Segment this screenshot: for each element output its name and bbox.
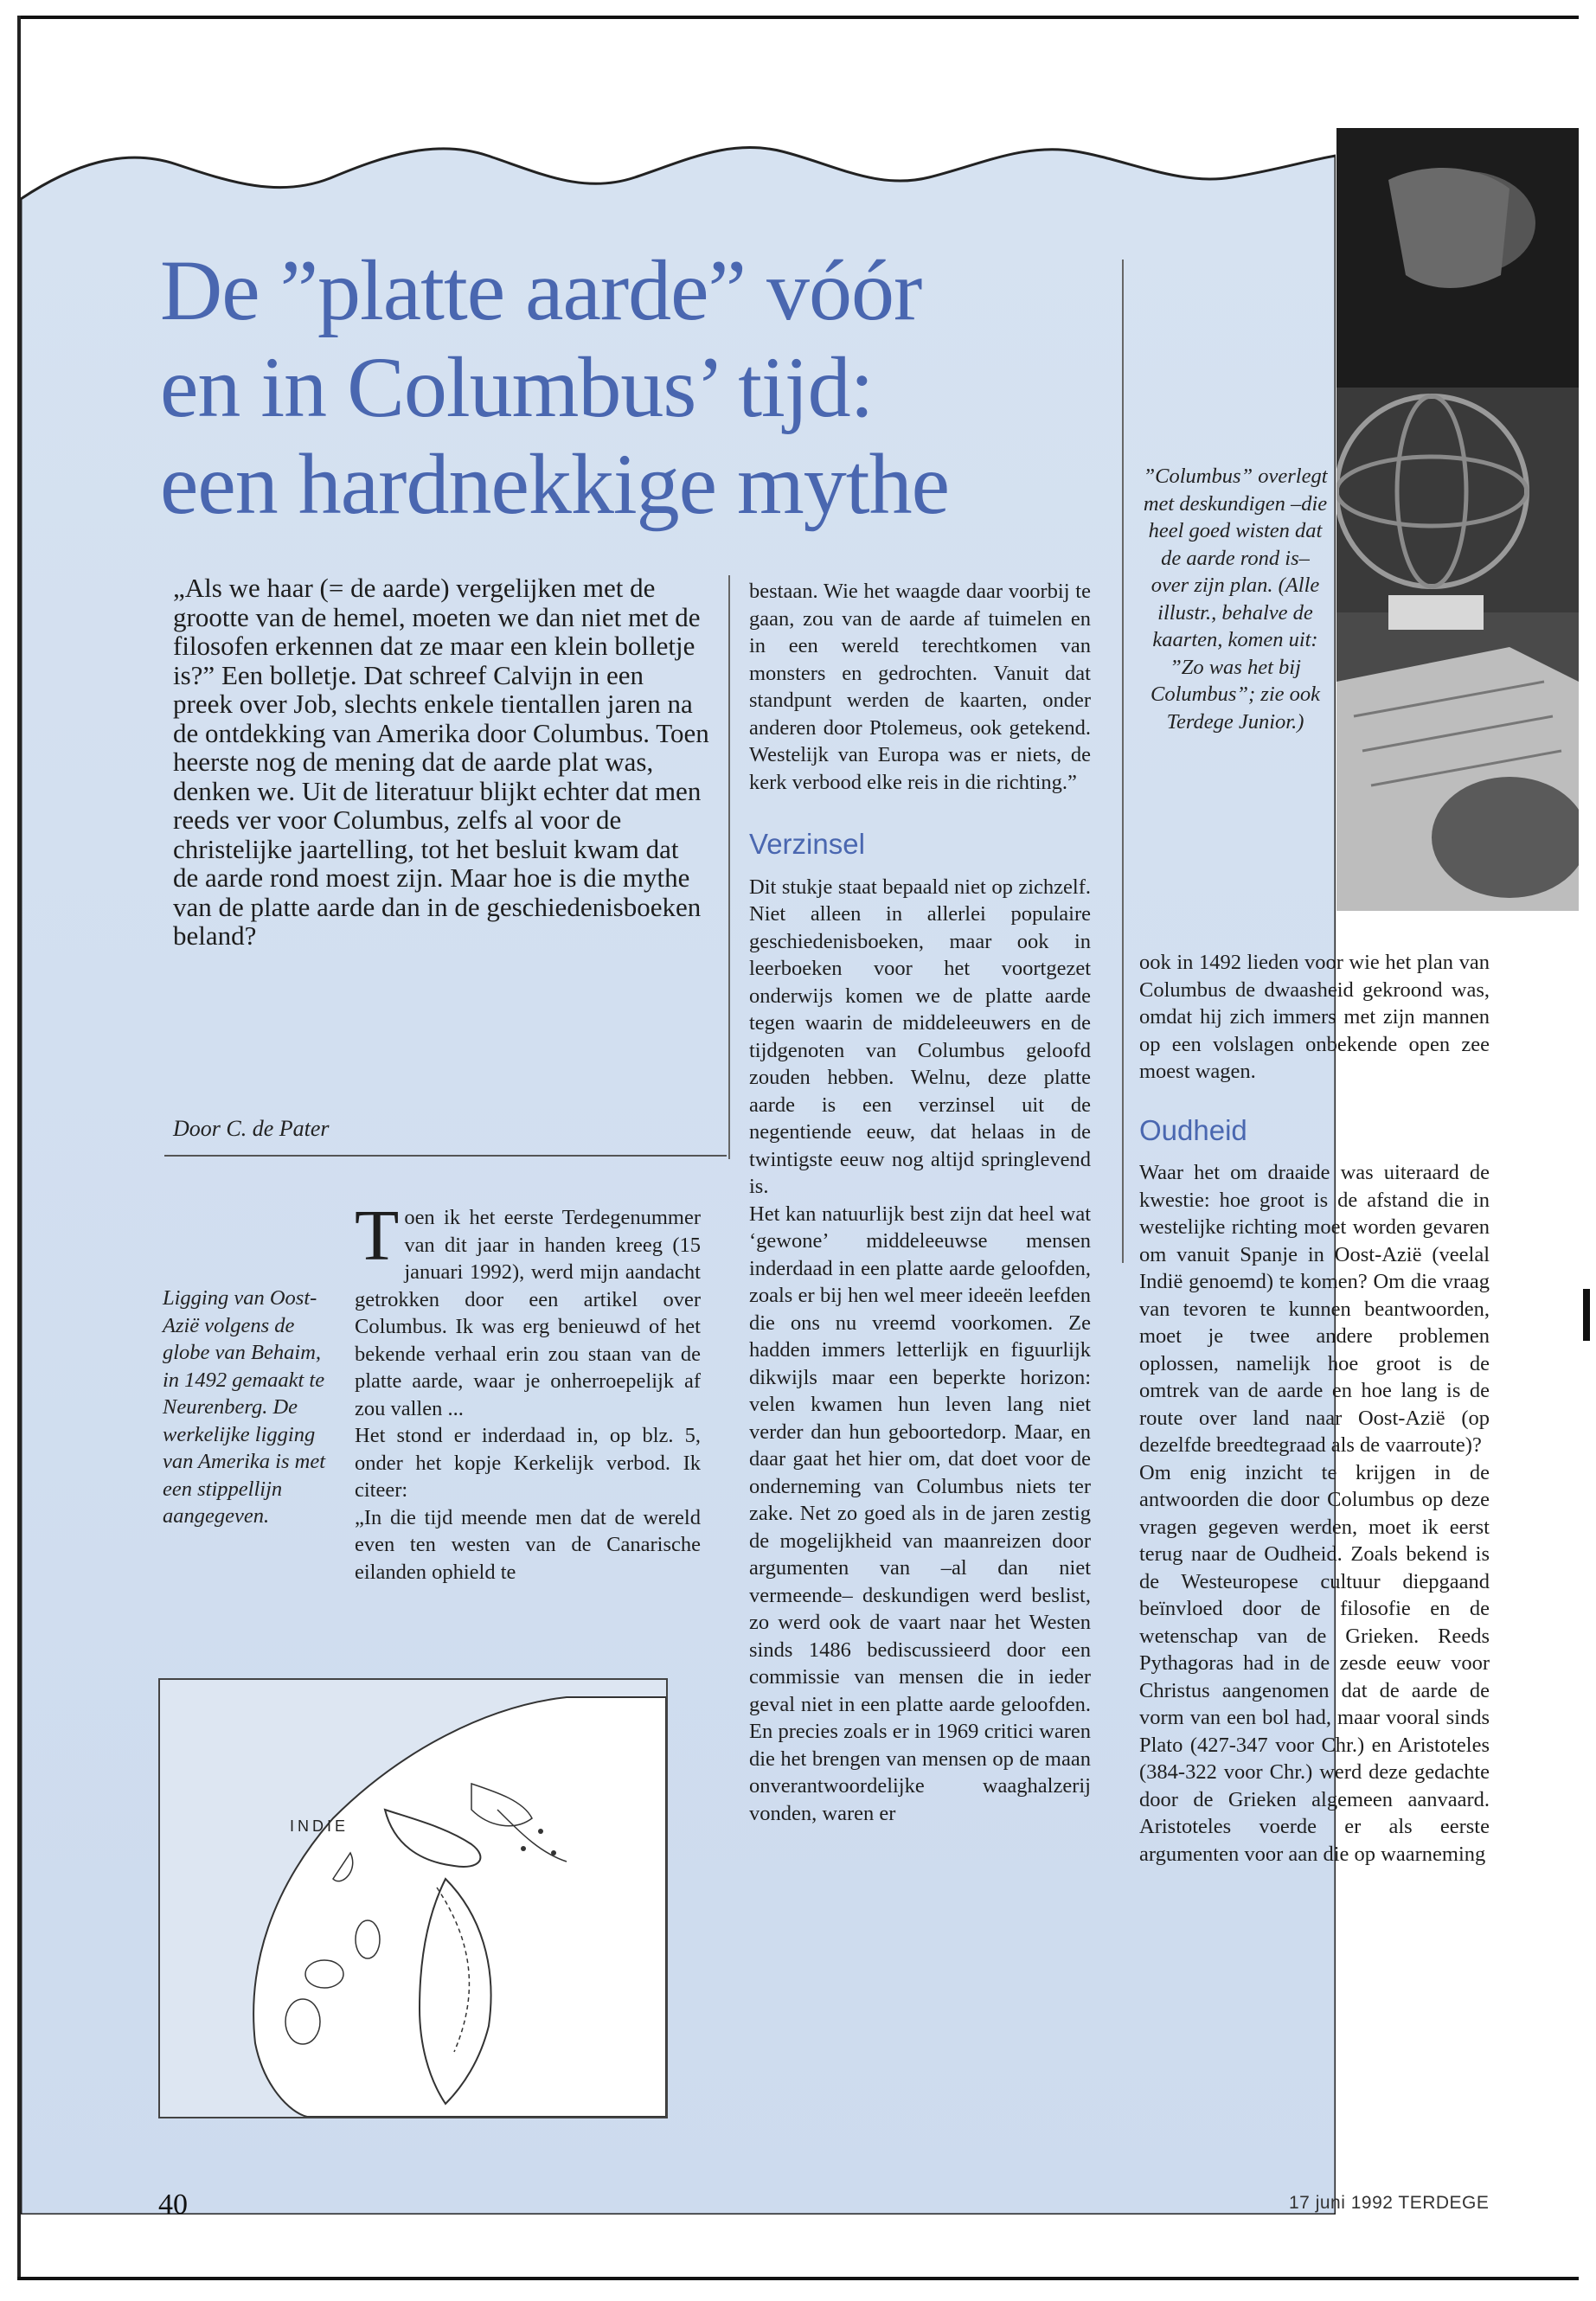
col2-paragraph-3: Het kan natuurlijk best zijn dat heel wat ‘gewone’ middeleeuwse mensen inderdaad in een platte aarde geloofden, zoals er bij hen wel meer ideeën leefden die ons nu vreemd voorkomen. Ze hadden immers letterlijk en figuurlijk dikwijls maar een beperkte horizon: velen kwamen hun leven lang niet verder dan hun geboortedorp. Maar, en daar gaat het hier om, dat doet voor de onderneming van Columbus niets ter zake. Net zo goed als in de jaren zestig de mogelijkheid van maanreizen door argumenten van –al dan niet vermeende– deskundigen werd beslist, zo werd ook de vaart naar het Westen sinds 1486 bediscussieerd door een commissie van mensen die in ieder geval niet in een platte aarde geloofden. En precies zoals er in 1969 critici waren die het brengen van mensen op de maan onverantwoordelijke waaghalzerij vonden, waren er [749,1202,1091,1825]
photo-illustration [1336,128,1579,911]
bottom-border [17,2277,1579,2280]
col1-paragraph-2: Het stond er inderdaad in, op blz. 5, onder het kopje Kerkelijk verbod. Ik citeer: [355,1424,701,1502]
heading-oudheid: Oudheid [1139,1113,1247,1146]
photo-caption: ”Columbus” overlegt met deskundigen –die heel goed wisten dat de aarde rond is– over zijn plan. (Alle illustr., behalve de kaarten, komen uit: ”Zo was het bij Columbus”; zie ook Terdege Junior.) [1143,465,1328,734]
column-divider-right [1122,260,1124,1263]
column-2 [749,578,1091,1827]
scan-edge-mark [1583,1289,1590,1341]
drop-cap: T [355,1195,400,1276]
columbus-photo [1336,128,1579,911]
globe-map [158,1678,668,2118]
column-3 [1139,949,1490,1868]
heading-verzinsel: Verzinsel [749,828,865,860]
title-line-1: De ”platte aarde” vóór [160,242,922,338]
col1-paragraph-3: „In die tijd meende men dat de wereld even ten westen van de Canarische eilanden ophield te [355,1505,701,1584]
article-title [160,242,1112,533]
column-1 [355,1195,701,1586]
col2-paragraph-1: bestaan. Wie het waagde daar voorbij te gaan, zou van de aarde af tuimelen en in een wereld terechtkomen van monsters en gedrochten. Vanuit dat standpunt werden de kaarten, onder anderen door Ptolemeus, ook getekend. Westelijk van Europa was er niets, de kerk verbood elke reis in die richting.” [749,580,1091,794]
column-divider-top [728,575,730,1159]
map-illustration [160,1680,666,2117]
title-line-2: en in Columbus’ tijd: [160,339,874,435]
byline-divider [164,1155,727,1157]
top-border [17,16,1579,19]
author-byline: Door C. de Pater [173,1116,330,1141]
col1-paragraph-1: oen ik het eerste Terdegenummer van dit jaar in handen kreeg (15 januari 1992), werd mijn aandacht getrokken door een artikel over Columbus. Ik was erg benieuwd of het bekende verhaal erin zou staan van de platte aarde, waar je onherroepelijk af zou vallen ... [355,1206,701,1420]
col3-paragraph-2: Waar het om draaide was uiteraard de kwestie: hoe groot is de afstand die in westelijke richting moet worden gevaren om vanuit Spanje in Oost-Azië (veelal Indië genoemd) te komen? Om die vraag van tevoren te kunnen beantwoorden, moet je twee andere problemen oplossen, namelijk hoe groot is de omtrek van de aarde en hoe lang is de route over land naar Oost-Azië (op dezelfde breedtegraad als de vaarroute)? [1139,1161,1490,1457]
col2-paragraph-2: Dit stukje staat bepaald niet op zichzelf. Niet alleen in allerlei populaire geschiedenisboeken, maar ook in leerboeken voor het voortgezet onderwijs komen we de platte aarde tegen waarin de middeleeuwers en de tijdgenoten van Columbus geloofd zouden hebben. Welnu, deze platte aarde is een verzinsel uit de negentiende eeuw, dat helaas in de twintigste eeuw nog altijd springlevend is. [749,875,1091,1198]
footer-issue: 17 juni 1992 TERDEGE [1289,2193,1490,2213]
col3-paragraph-3: Om enig inzicht te krijgen in de antwoorden die door Columbus op deze vragen gegeven werden, moet ik eerst terug naar de Oudheid. Zoals bekend is de Westeuropese cultuur diepgaand beïnvloed door de filosofie en de wetenschap van de Grieken. Reeds Pythagoras had in de zesde eeuw voor Christus aangenomen dat de aarde de vorm van een bol had, maar vooral sinds Plato (427-347 voor Chr.) en Aristoteles (384-322 voor Chr.) werd deze gedachte door de Grieken algemeen aanvaard. Aristoteles voerde er als eerste argumenten voor aan die op waarneming [1139,1460,1490,1866]
map-caption: Ligging van Oost-Azië volgens de globe van Behaim, in 1492 gemaakt te Neurenberg. De werkelijke ligging van Amerika is met een stippellijn aangegeven. [163,1286,326,1528]
map-label-indie: INDIE [290,1817,349,1835]
page-number: 40 [158,2189,188,2221]
intro-paragraph: „Als we haar (= de aarde) vergelijken met de grootte van de hemel, moeten we dan niet met de filosofen erkennen dat ze maar een klein bolletje is?” Een bolletje. Dat schreef Calvijn in een preek over Job, slechts enkele tientallen jaren na de ontdekking van Amerika door Columbus. Toen heerste nog de mening dat de aarde plat was, denken we. Uit de literatuur blijkt echter dat men reeds ver voor Columbus, zelfs al voor de christelijke jaartelling, tot het besluit kwam dat de aarde rond moest zijn. Maar hoe is die mythe van de platte aarde dan in de geschiedenisboeken beland? [173,573,709,951]
col3-paragraph-1: ook in 1492 lieden voor wie het plan van Columbus de dwaasheid gekroond was, omdat hij zich immers met zijn mannen op een volslagen onbekende open zee moest wagen. [1139,951,1490,1083]
title-line-3: een hardnekkige mythe [160,436,949,532]
